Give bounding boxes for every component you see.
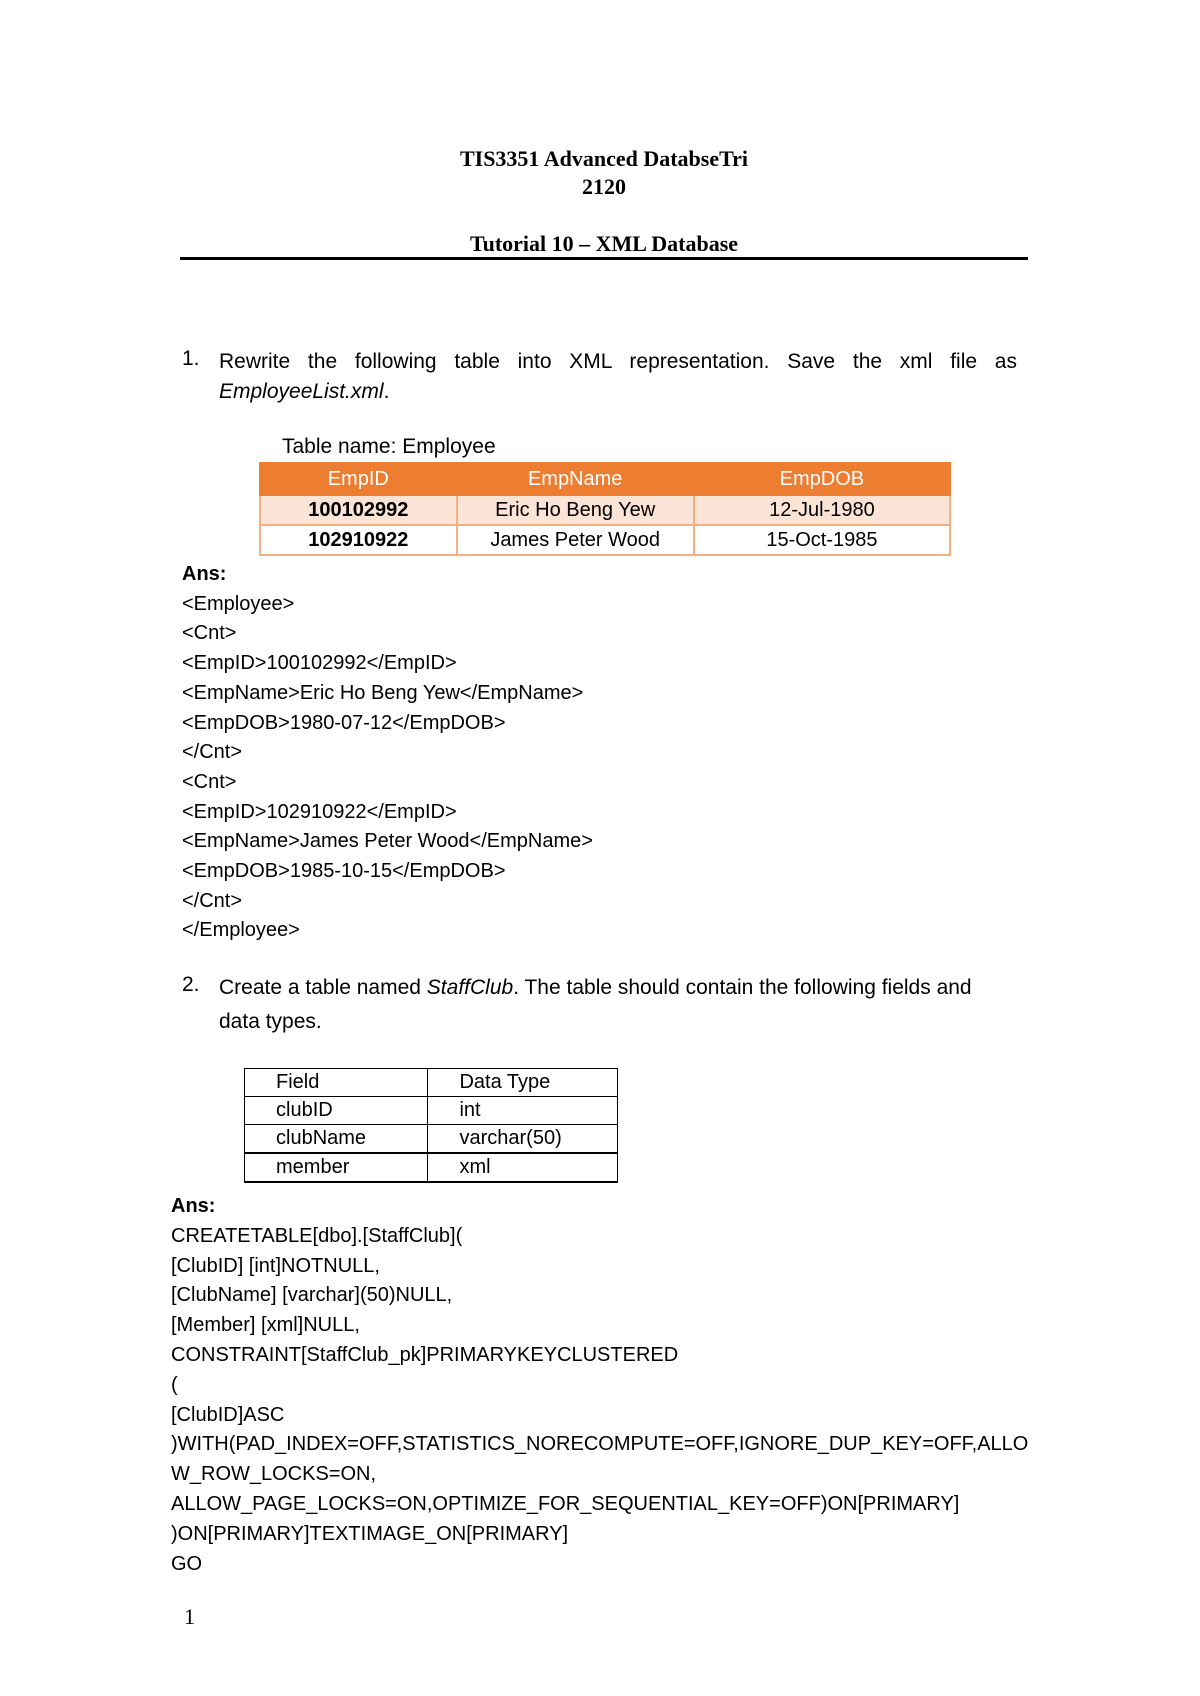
staffclub-field-table xyxy=(244,1068,618,1183)
question-2-table-name: StaffClub xyxy=(426,976,514,999)
xml-line: <EmpID>100102992</EmpID> xyxy=(182,652,457,675)
question-1-filename: EmployeeList.xml xyxy=(219,380,384,403)
sql-line: ( xyxy=(171,1373,178,1396)
xml-line: <EmpDOB>1985-10-15</EmpDOB> xyxy=(182,860,506,883)
sql-line: [ClubID] [int]NOTNULL, xyxy=(171,1254,380,1277)
document-subtitle: Tutorial 10 – XML Database xyxy=(469,231,739,256)
page-number: 1 xyxy=(184,1604,195,1629)
staffclub-header-row xyxy=(245,1069,618,1097)
question-1-text: Rewrite the following table into XML representation. Save the xml file as xyxy=(219,350,1017,373)
employee-cell-empname: James Peter Wood xyxy=(457,525,694,555)
question-2-text xyxy=(219,973,1017,1003)
staffclub-row xyxy=(245,1153,618,1182)
employee-table-header-row xyxy=(260,463,950,495)
employee-table-row xyxy=(260,495,950,525)
question-2-text-part1: Create a table named xyxy=(219,976,427,999)
sql-line: )WITH(PAD_INDEX=OFF,STATISTICS_NORECOMPUTE=OFF,IGNORE_DUP_KEY=OFF,ALLO xyxy=(171,1433,1029,1456)
employee-table xyxy=(259,462,951,556)
xml-line: </Cnt> xyxy=(182,889,243,912)
employee-col-empid: EmpID xyxy=(260,463,457,495)
xml-line: <Cnt> xyxy=(182,622,237,645)
sql-line: )ON[PRIMARY]TEXTIMAGE_ON[PRIMARY] xyxy=(171,1522,569,1545)
xml-line: <EmpID>102910922</EmpID> xyxy=(182,800,457,823)
question-2-text-part2: . The table should contain the following fields and xyxy=(513,976,972,999)
employee-cell-empdob: 15-Oct-1985 xyxy=(694,525,950,555)
employee-cell-empid: 102910922 xyxy=(260,525,457,555)
sql-line: GO xyxy=(171,1552,203,1575)
question-2-text-line2: data types. xyxy=(219,1010,322,1033)
question-2-number: 2. xyxy=(182,973,200,996)
staffclub-cell-type: varchar(50) xyxy=(428,1125,618,1154)
sql-line: ALLOW_PAGE_LOCKS=ON,OPTIMIZE_FOR_SEQUENTIAL_KEY=OFF)ON[PRIMARY] xyxy=(171,1492,960,1515)
staffclub-col-datatype: Data Type xyxy=(428,1069,618,1097)
xml-line: <EmpName>James Peter Wood</EmpName> xyxy=(182,830,593,853)
staffclub-cell-type: xml xyxy=(428,1153,618,1182)
employee-cell-empid: 100102992 xyxy=(260,495,457,525)
sql-line: [ClubName] [varchar](50)NULL, xyxy=(171,1284,453,1307)
sql-line: CREATETABLE[dbo].[StaffClub]( xyxy=(171,1224,463,1247)
employee-table-caption: Table name: Employee xyxy=(282,435,496,458)
document-title: TIS3351 Advanced DatabseTri xyxy=(459,146,749,171)
title-divider xyxy=(180,257,1028,260)
employee-table-row xyxy=(260,525,950,555)
employee-col-empdob: EmpDOB xyxy=(694,463,950,495)
answer-label: Ans: xyxy=(182,563,227,585)
sql-line: [Member] [xml]NULL, xyxy=(171,1314,360,1337)
sql-line: W_ROW_LOCKS=ON, xyxy=(171,1463,377,1486)
xml-line: <Employee> xyxy=(182,592,295,615)
employee-col-empname: EmpName xyxy=(457,463,694,495)
staffclub-row xyxy=(245,1097,618,1125)
staffclub-cell-type: int xyxy=(428,1097,618,1125)
employee-cell-empdob: 12-Jul-1980 xyxy=(694,495,950,525)
question-1-filename-line xyxy=(219,377,1017,407)
xml-line: <EmpDOB>1980-07-12</EmpDOB> xyxy=(182,711,506,734)
question-1-number: 1. xyxy=(182,347,200,370)
staffclub-cell-field: clubName xyxy=(245,1125,428,1154)
staffclub-col-field: Field xyxy=(245,1069,428,1097)
staffclub-cell-field: member xyxy=(245,1153,428,1182)
staffclub-cell-field: clubID xyxy=(245,1097,428,1125)
question-1-period: . xyxy=(383,380,390,403)
xml-line: <Cnt> xyxy=(182,770,237,793)
question-1-answer xyxy=(182,560,593,946)
staffclub-row xyxy=(245,1125,618,1154)
xml-line: </Cnt> xyxy=(182,741,243,764)
sql-line: [ClubID]ASC xyxy=(171,1403,285,1426)
xml-line: <EmpName>Eric Ho Beng Yew</EmpName> xyxy=(182,681,584,704)
sql-line: CONSTRAINT[StaffClub_pk]PRIMARYKEYCLUSTERED xyxy=(171,1343,679,1366)
document-title-year: 2120 xyxy=(582,174,626,199)
xml-line: </Employee> xyxy=(182,919,300,942)
employee-cell-empname: Eric Ho Beng Yew xyxy=(457,495,694,525)
answer-label: Ans: xyxy=(171,1195,216,1217)
question-2-answer xyxy=(171,1192,1028,1579)
